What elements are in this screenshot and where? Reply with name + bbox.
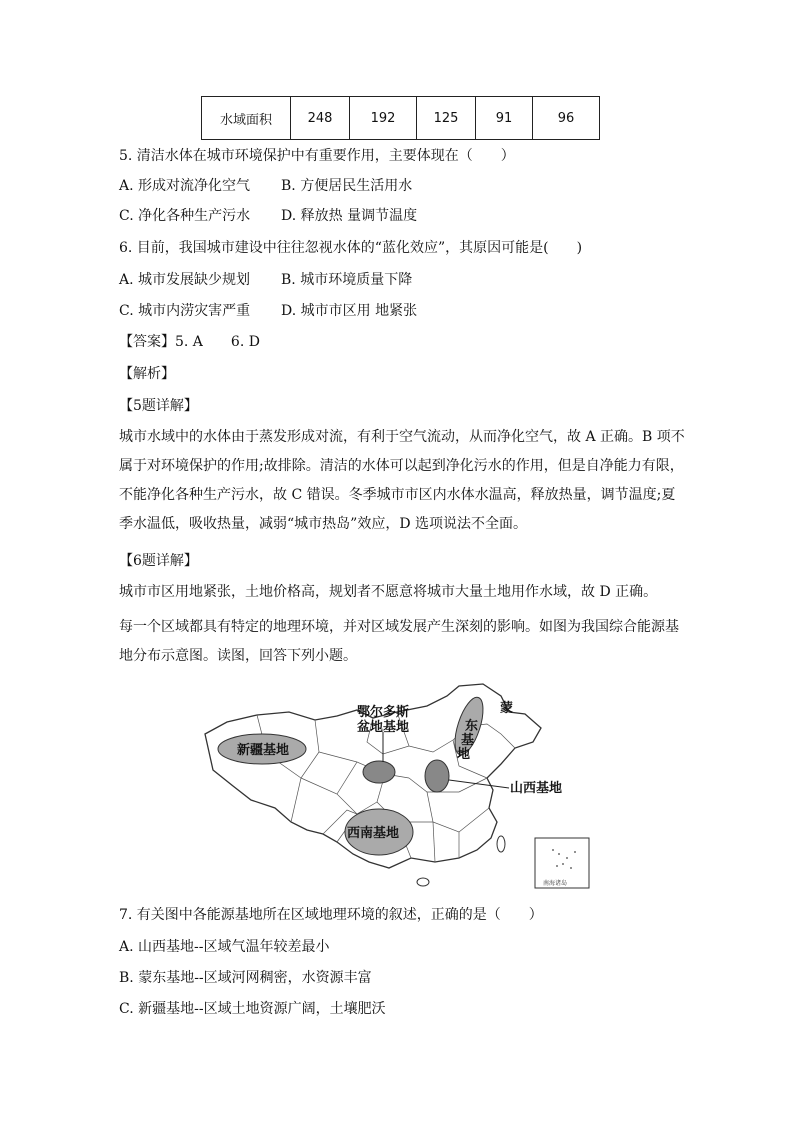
question-7-option-a: A. 山西基地--区域气温年较差最小 bbox=[119, 939, 330, 955]
energy-base-map bbox=[197, 682, 597, 892]
question-6-option-b: B. 城市环境质量下降 bbox=[281, 272, 413, 288]
paragraph-line: 季水温低，吸收热量，减弱“城市热岛”效应，D 选项说法不全面。 bbox=[119, 516, 527, 532]
paragraph-line: 属于对环境保护的作用;故排除。清洁的水体可以起到净化污水的作用，但是自净能力有限， bbox=[119, 458, 684, 474]
paragraph-line: 城市水域中的水体由于蒸发形成对流，有利于空气流动，从而净化空气，故 A 正确。B 项不 bbox=[119, 429, 685, 445]
question-5-option-a: A. 形成对流净化空气 bbox=[119, 178, 251, 194]
table-cell: 125 bbox=[417, 97, 476, 140]
table-row bbox=[202, 97, 600, 140]
paragraph-line: 不能净化各种生产污水，故 C 错误。冬季城市市区内水体水温高，释放热量，调节温度;夏 bbox=[119, 487, 676, 503]
paragraph-line: 每一个区域都具有特定的地理环境，并对区域发展产生深刻的影响。如图为我国综合能源基 bbox=[119, 619, 679, 635]
taiwan-shape bbox=[497, 836, 505, 852]
shanxi-label: 山西基地 bbox=[510, 781, 563, 796]
mengdong-label-4: 地 bbox=[457, 747, 471, 762]
question-5-option-d: D. 释放热 量调节温度 bbox=[281, 208, 418, 224]
ordos-base-area bbox=[363, 761, 395, 783]
detail-5-heading: 【5题详解】 bbox=[119, 398, 198, 414]
table-cell: 91 bbox=[476, 97, 533, 140]
detail-5-paragraph bbox=[119, 423, 685, 539]
detail-6-heading: 【6题详解】 bbox=[119, 553, 198, 569]
xinjiang-label: 新疆基地 bbox=[237, 743, 290, 758]
mengdong-label-1: 蒙 bbox=[500, 701, 514, 716]
mengdong-label-3: 基 bbox=[461, 733, 475, 748]
question-5-option-b: B. 方便居民生活用水 bbox=[281, 178, 413, 194]
table-row-header: 水域面积 bbox=[202, 97, 291, 140]
question-7-stem: 7. 有关图中各能源基地所在区域地理环境的叙述，正确的是（ ） bbox=[119, 907, 543, 923]
mengdong-label-2: 东 bbox=[465, 719, 479, 734]
paragraph-line: 城市市区用地紧张，土地价格高，规划者不愿意将城市大量土地用作水域，故 D 正确。 bbox=[119, 584, 658, 600]
question-5-stem: 5. 清洁水体在城市环境保护中有重要作用，主要体现在（ ） bbox=[119, 148, 515, 164]
question-6-option-d: D. 城市市区用 地紧张 bbox=[281, 303, 418, 319]
table-cell: 248 bbox=[291, 97, 350, 140]
table-cell: 192 bbox=[350, 97, 417, 140]
analysis-heading: 【解析】 bbox=[119, 366, 175, 382]
hainan-shape bbox=[417, 878, 429, 886]
ordos-label-line1: 鄂尔多斯 bbox=[357, 705, 410, 720]
intro-paragraph bbox=[119, 613, 679, 671]
detail-6-paragraph bbox=[119, 578, 679, 607]
question-6-option-a: A. 城市发展缺少规划 bbox=[119, 272, 251, 288]
inset-label: 南海诸岛 bbox=[543, 880, 568, 887]
question-5-option-c: C. 净化各种生产污水 bbox=[119, 208, 251, 224]
paragraph-line: 地分布示意图。读图，回答下列小题。 bbox=[119, 648, 357, 664]
shanxi-base-area bbox=[425, 760, 449, 792]
table-cell: 96 bbox=[533, 97, 600, 140]
xinan-label: 西南基地 bbox=[347, 826, 400, 841]
answer-line: 【答案】5. A 6. D bbox=[119, 334, 260, 350]
ordos-label-line2: 盆地基地 bbox=[357, 720, 410, 735]
question-7-option-b: B. 蒙东基地--区域河网稠密，水资源丰富 bbox=[119, 970, 372, 986]
water-area-table bbox=[201, 96, 600, 140]
question-6-option-c: C. 城市内涝灾害严重 bbox=[119, 303, 251, 319]
question-6-stem: 6. 目前，我国城市建设中往往忽视水体的“蓝化效应”，其原因可能是( ) bbox=[119, 240, 583, 256]
question-7-option-c: C. 新疆基地--区域土地资源广阔，土壤肥沃 bbox=[119, 1001, 386, 1017]
